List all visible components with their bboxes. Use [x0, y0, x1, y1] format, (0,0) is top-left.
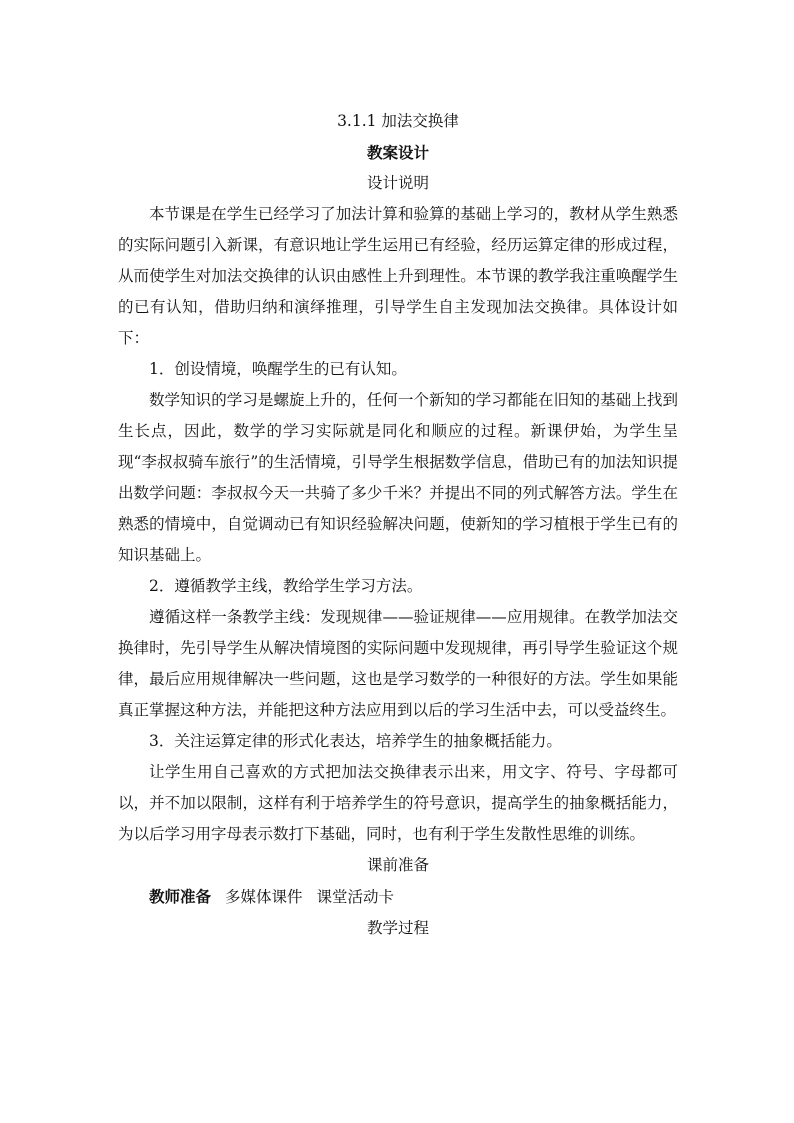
document-body	[118, 106, 678, 944]
section-teaching-process: 教学过程	[366, 919, 429, 937]
section-design-notes: 设计说明	[366, 174, 429, 192]
section-preparation: 课前准备	[366, 856, 429, 874]
intro-paragraph: 本节课是在学生已经学习了加法计算和验算的基础上学习的，教材从学生熟悉的实际问题引入新课，有意识地让学生运用已有经验，经历运算定律的形成过程，从而使学生对加法交换律的认识由感性上升到理性。本节课的教学我注重唤醒学生的已有认知，借助归纳和演绎推理，引导学生自主发现加法交换律。具体设计如下：	[118, 205, 678, 347]
prep-label: 教师准备	[149, 887, 212, 906]
item1-paragraph: 数学知识的学习是螺旋上升的，任何一个新知的学习都能在旧知的基础上找到生长点，因此，数学的学习实际就是同化和顺应的过程。新课伊始，为学生呈现“李叔叔骑车旅行”的生活情境，引导学生根据数学信息，借助已有的加法知识提出数学问题：李叔叔今天一共骑了多少千米？并提出不同的列式解答方法。学生在熟悉的情境中，自觉调动已有知识经验解决问题，使新知的学习植根于学生已有的知识基础上。	[118, 391, 678, 564]
item2-paragraph: 遵循这样一条教学主线：发现规律——验证规律——应用规律。在教学加法交换律时，先引导学生从解决情境图的实际问题中发现规律，再引导学生验证这个规律，最后应用规律解决一些问题，这也是学习数学的一种很好的方法。学生如果能真正掌握这种方法，并能把这种方法应用到以后的学习生活中去，可以受益终生。	[118, 608, 678, 719]
item2-title: 2．遵循教学主线，教给学生学习方法。	[149, 577, 423, 595]
item1-title: 1．创设情境，唤醒学生的已有认知。	[149, 360, 407, 378]
lesson-title: 3.1.1 加法交换律	[337, 112, 459, 130]
prep-item-courseware: 多媒体课件	[225, 888, 303, 906]
item3-title: 3．关注运算定律的形式化表达，培养学生的抽象概括能力。	[149, 732, 562, 750]
doc-heading: 教案设计	[366, 143, 429, 162]
teacher-preparation	[118, 881, 678, 913]
item3-paragraph: 让学生用自己喜欢的方式把加法交换律表示出来，用文字、符号、字母都可以，并不加以限制，这样有利于培养学生的符号意识，提高学生的抽象概括能力，为以后学习用字母表示数打下基础，同时，也有利于学生发散性思维的训练。	[118, 763, 678, 843]
prep-item-activity-card: 课堂活动卡	[316, 888, 395, 906]
